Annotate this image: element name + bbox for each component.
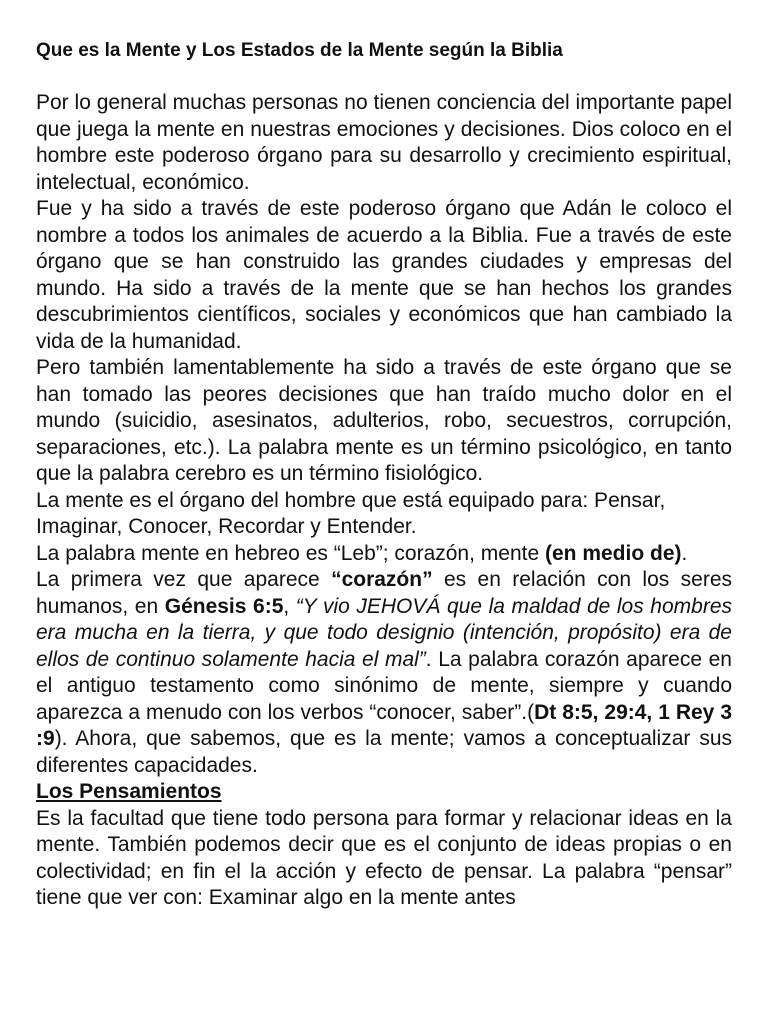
corazon-text-1: La primera vez que aparece — [36, 568, 332, 591]
paragraph-pensamientos: Es la facultad que tiene todo persona para formar y relacionar ideas en la mente. También podemos decir que es el conjunto de ideas propias o en colectividad; en fin el la acción y efecto de pensar. La palabra “pensar” tiene que ver con: Examinar algo en la mente antes — [36, 806, 732, 909]
section-heading: Los Pensamientos — [36, 780, 222, 803]
document-title: Que es la Mente y Los Estados de la Mente según la Biblia — [36, 40, 563, 61]
paragraph-adan: Fue y ha sido a través de este poderoso órgano que Adán le coloco el nombre a todos los animales de acuerdo a la Biblia. Fue a través de este órgano que se han construido las grandes ciudades y empresas del mundo. Ha sido a través de la mente que se han hechos los grandes descubrimientos científicos, sociales y económicos que han cambiado la vida de la humanidad. — [36, 197, 732, 353]
corazon-bold-word: “corazón” — [331, 568, 433, 591]
paragraph-corazon — [36, 567, 732, 779]
genesis-reference: Génesis 6:5 — [164, 594, 284, 618]
paragraph-leb — [36, 541, 732, 568]
corazon-text-3: , — [283, 594, 296, 618]
genesis-quote: “Y vio JEHOVÁ que la maldad de los hombres era mucha en la tierra, y que todo designio (intención, propósito) era de ellos de continuo solamente hacia el mal” — [36, 594, 732, 671]
document-body — [36, 90, 732, 912]
paragraph-decisions: Pero también lamentablemente ha sido a través de este órgano que se han tomado las peores decisiones que han traído mucho dolor en el mundo (suicidio, asesinatos, adulterios, robo, secuestros, corrupción, separaciones, etc.). La palabra mente es un término psicológico, en tanto que la palabra cerebro es un término fisiológico. — [36, 356, 732, 485]
paragraph-intro: Por lo general muchas personas no tienen conciencia del importante papel que juega la mente en nuestras emociones y decisiones. Dios coloco en el hombre este poderoso órgano para su desarrollo y crecimiento espiritual, intelectual, económico. — [36, 91, 732, 194]
corazon-text-4: . La palabra corazón aparece en el antiguo testamento como sinónimo de mente, siempre y cuando aparezca a menudo con los verbos “conocer, saber”.( — [36, 647, 732, 724]
leb-end: . — [681, 541, 688, 565]
bible-references: Dt 8:5, 29:4, 1 Rey 3 :9 — [36, 700, 733, 750]
corazon-text-2: es en relación con los seres humanos, en — [36, 568, 732, 618]
leb-text: La palabra mente en hebreo es “Leb”; corazón, mente — [36, 541, 545, 565]
corazon-text-5: ). Ahora, que sabemos, que es la mente; vamos a conceptualizar sus diferentes capacidades. — [36, 727, 732, 777]
leb-bold: (en medio de) — [544, 541, 682, 565]
paragraph-organ: La mente es el órgano del hombre que está equipado para: Pensar, Imaginar, Conocer, Recordar y Entender. — [36, 488, 666, 538]
